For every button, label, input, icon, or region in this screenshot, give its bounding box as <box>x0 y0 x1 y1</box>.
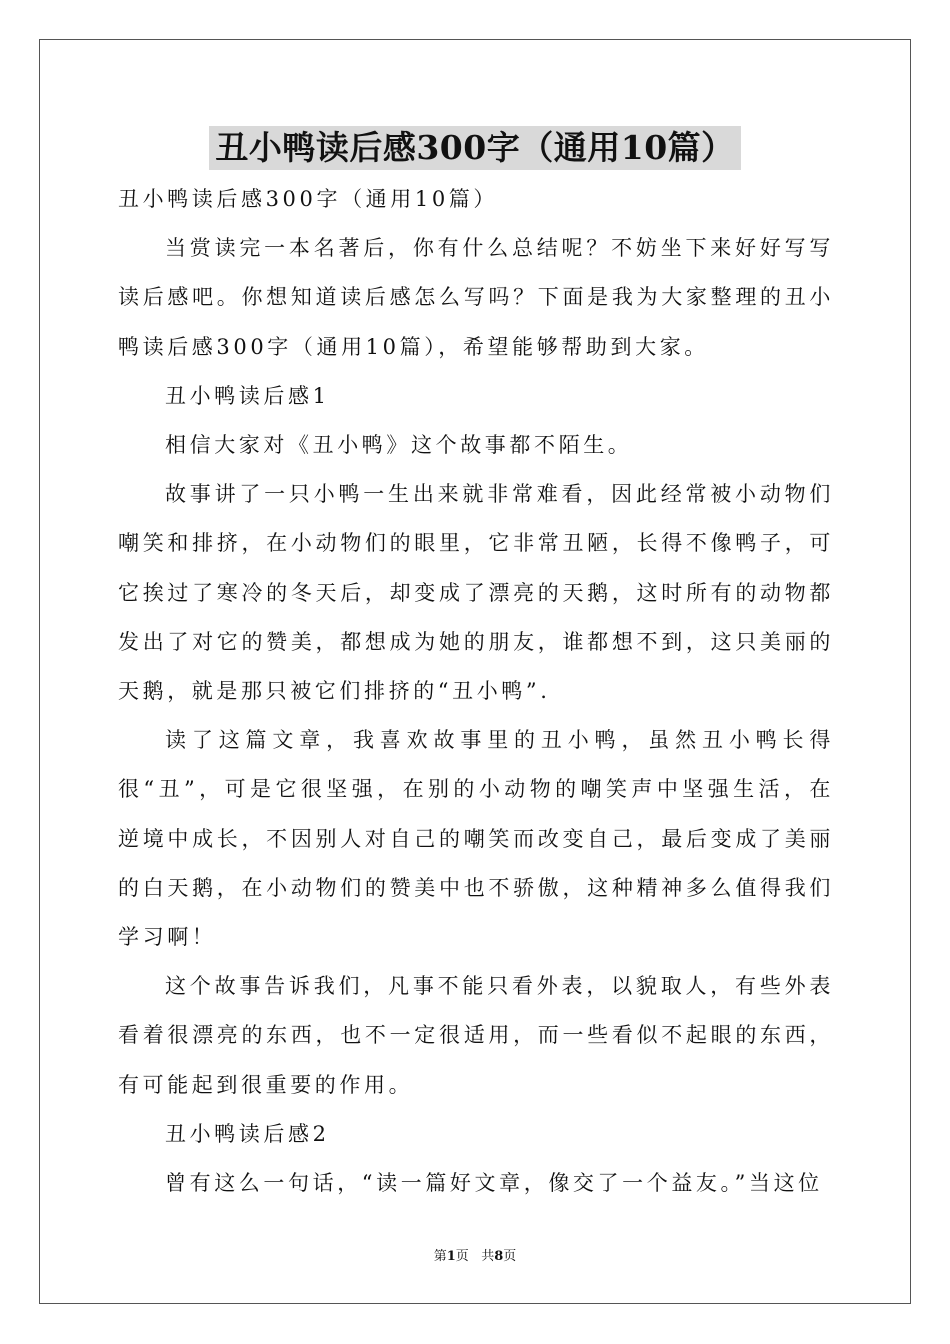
document-title: 丑小鸭读后感300字（通用10篇） <box>209 126 740 170</box>
total-prefix: 共 <box>481 1249 495 1264</box>
total-pages: 8 <box>494 1249 504 1264</box>
paragraph: 相信大家对《丑小鸭》这个故事都不陌生。 <box>165 433 633 458</box>
paragraph: 丑小鸭读后感300字（通用10篇） <box>118 187 499 211</box>
section-heading: 丑小鸭读后感1 <box>165 383 330 408</box>
total-suffix: 页 <box>503 1249 517 1264</box>
paragraph: 读了这篇文章，我喜欢故事里的丑小鸭，虽然丑小鸭长得很“丑”，可是它很坚强，在别的小动物的嘲笑声中坚强生活，在逆境中成长，不因别人对自己的嘲笑而改变自己，最后变成了美丽的白天鹅，在小动物们的赞美中也不骄傲，这种精神多么值得我们学习啊！ <box>118 728 834 950</box>
paragraph: 当赏读完一本名著后，你有什么总结呢？不妨坐下来好好写写读后感吧。你想知道读后感怎么写吗？下面是我为大家整理的丑小鸭读后感300字（通用10篇），希望能够帮助到大家。 <box>118 236 834 359</box>
page-prefix: 第 <box>433 1249 447 1264</box>
page-number: 1 <box>446 1249 456 1264</box>
document-body <box>118 175 834 1208</box>
section-heading: 丑小鸭读后感2 <box>165 1121 330 1146</box>
paragraph: 这个故事告诉我们，凡事不能只看外表，以貌取人，有些外表看着很漂亮的东西，也不一定很适用，而一些看似不起眼的东西，有可能起到很重要的作用。 <box>118 974 834 1097</box>
page-suffix: 页 <box>455 1249 469 1264</box>
page-footer <box>0 1248 950 1266</box>
paragraph: 故事讲了一只小鸭一生出来就非常难看，因此经常被小动物们嘲笑和排挤，在小动物们的眼里，它非常丑陋，长得不像鸭子，可它挨过了寒冷的冬天后，却变成了漂亮的天鹅，这时所有的动物都发出了对它的赞美，都想成为她的朋友，谁都想不到，这只美丽的天鹅，就是那只被它们排挤的“丑小鸭”. <box>118 482 834 704</box>
paragraph: 曾有这么一句话，“读一篇好文章，像交了一个益友。”当这位 <box>165 1171 823 1196</box>
title-container <box>0 126 950 170</box>
